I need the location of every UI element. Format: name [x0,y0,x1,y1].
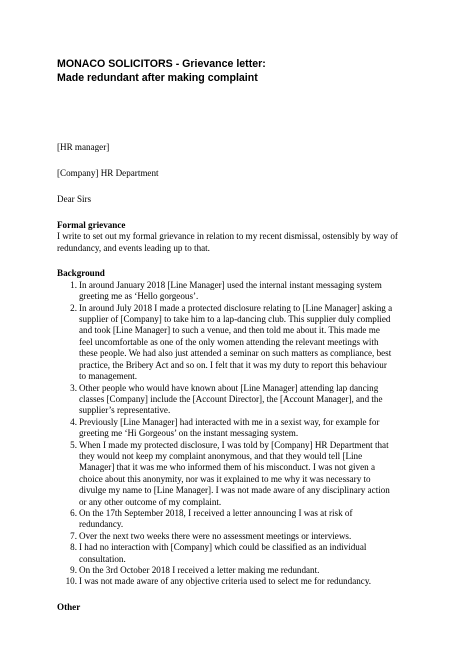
document-title [57,57,266,85]
list-item [57,303,419,383]
item-line: In around July 2018 I made a protected disclosure relating to [Line Manager] asking a [79,302,393,313]
department: [Company] HR Department [57,167,159,178]
list-item [57,508,419,531]
item-line: practice, the Bribery Act and so on. I felt that it was my duty to report this behaviour [79,359,387,370]
item-line: divulge my name to [Line Manager]. I was not made aware of any disciplinary action [79,485,390,496]
item-line: In around January 2018 [Line Manager] used the internal instant messaging system [79,279,382,290]
item-line: redundancy. [79,519,124,530]
list-item [57,280,419,303]
item-number: 7. [70,530,77,541]
item-number: 5. [70,439,77,450]
list-item [57,542,419,565]
list-item [57,383,419,417]
list-item [57,531,419,542]
item-number: 4. [70,416,77,427]
list-item [57,440,419,508]
item-line: choice about this anonymity, nor was it explained to me why it was necessary to [79,473,371,484]
item-number: 10. [65,576,77,587]
item-line: they would not keep my complaint anonymous, and that they would tell [Line [79,450,363,461]
letter-body [57,142,419,614]
item-line: greeting me ‘Hi Gorgeous’ on the instant messaging system. [79,428,299,439]
item-line: feel uncomfortable as one of the only women attending the relevant meetings with [79,336,379,347]
item-line: When I made my protected disclosure, I was told by [Company] HR Department that [79,439,389,450]
item-line: Previously [Line Manager] had interacted with me in a sexist way, for example for [79,416,380,427]
item-line: classes [Company] include the [Account Director], the [Account Manager], and the [79,393,383,404]
item-line: these people. We had also just attended a seminar on such matters as compliance, best [79,348,392,359]
list-item [57,417,419,440]
item-number: 2. [70,302,77,313]
list-item [57,565,419,576]
item-line: consultation. [79,553,126,564]
item-line: and took [Line Manager] to such a venue, and then told me about it. This made me [79,325,380,336]
item-line: On the 3rd October 2018 I received a letter making me redundant. [79,565,320,575]
item-number: 6. [70,507,77,518]
item-line: supplier of [Company] to take him to a lap-dancing club. This supplier duly complied [79,314,391,325]
item-line: I was not made aware of any objective criteria used to select me for redundancy. [79,576,372,587]
title-line-2: Made redundant after making complaint [57,72,258,84]
item-line: I had no interaction with [Company] which could be classified as an individual [79,542,367,553]
item-line: greeting me as ‘Hello gorgeous’. [79,291,199,302]
recipient: [HR manager] [57,142,110,152]
intro-line: I write to set out my formal grievance in relation to my recent dismissal, ostensibly by way of [57,231,398,242]
item-line: Over the next two weeks there were no assessment meetings or interviews. [79,530,352,541]
item-line: Manager] that it was me who informed them of his misconduct. I was not given a [79,462,375,473]
item-line: On the 17th September 2018, I received a letter announcing I was at risk of [79,507,353,518]
item-line: or any other outcome of my complaint. [79,496,222,507]
item-line: to management. [79,371,138,382]
background-heading: Background [57,268,105,279]
formal-grievance-heading: Formal grievance [57,219,126,230]
salutation: Dear Sirs [57,193,92,204]
background-list [57,280,419,588]
item-number: 8. [70,542,77,553]
list-item [57,576,419,587]
item-number: 1. [70,279,77,290]
item-number: 3. [70,382,77,393]
item-line: supplier’s representative. [79,405,171,416]
item-line: Other people who would have known about [Line Manager] attending lap dancing [79,382,379,393]
intro-paragraph [57,231,419,254]
other-heading: Other [57,602,81,613]
title-line-1: MONACO SOLICITORS - Grievance letter: [57,58,266,70]
intro-line: redundancy, and events leading up to that. [57,242,210,253]
item-number: 9. [70,565,77,575]
